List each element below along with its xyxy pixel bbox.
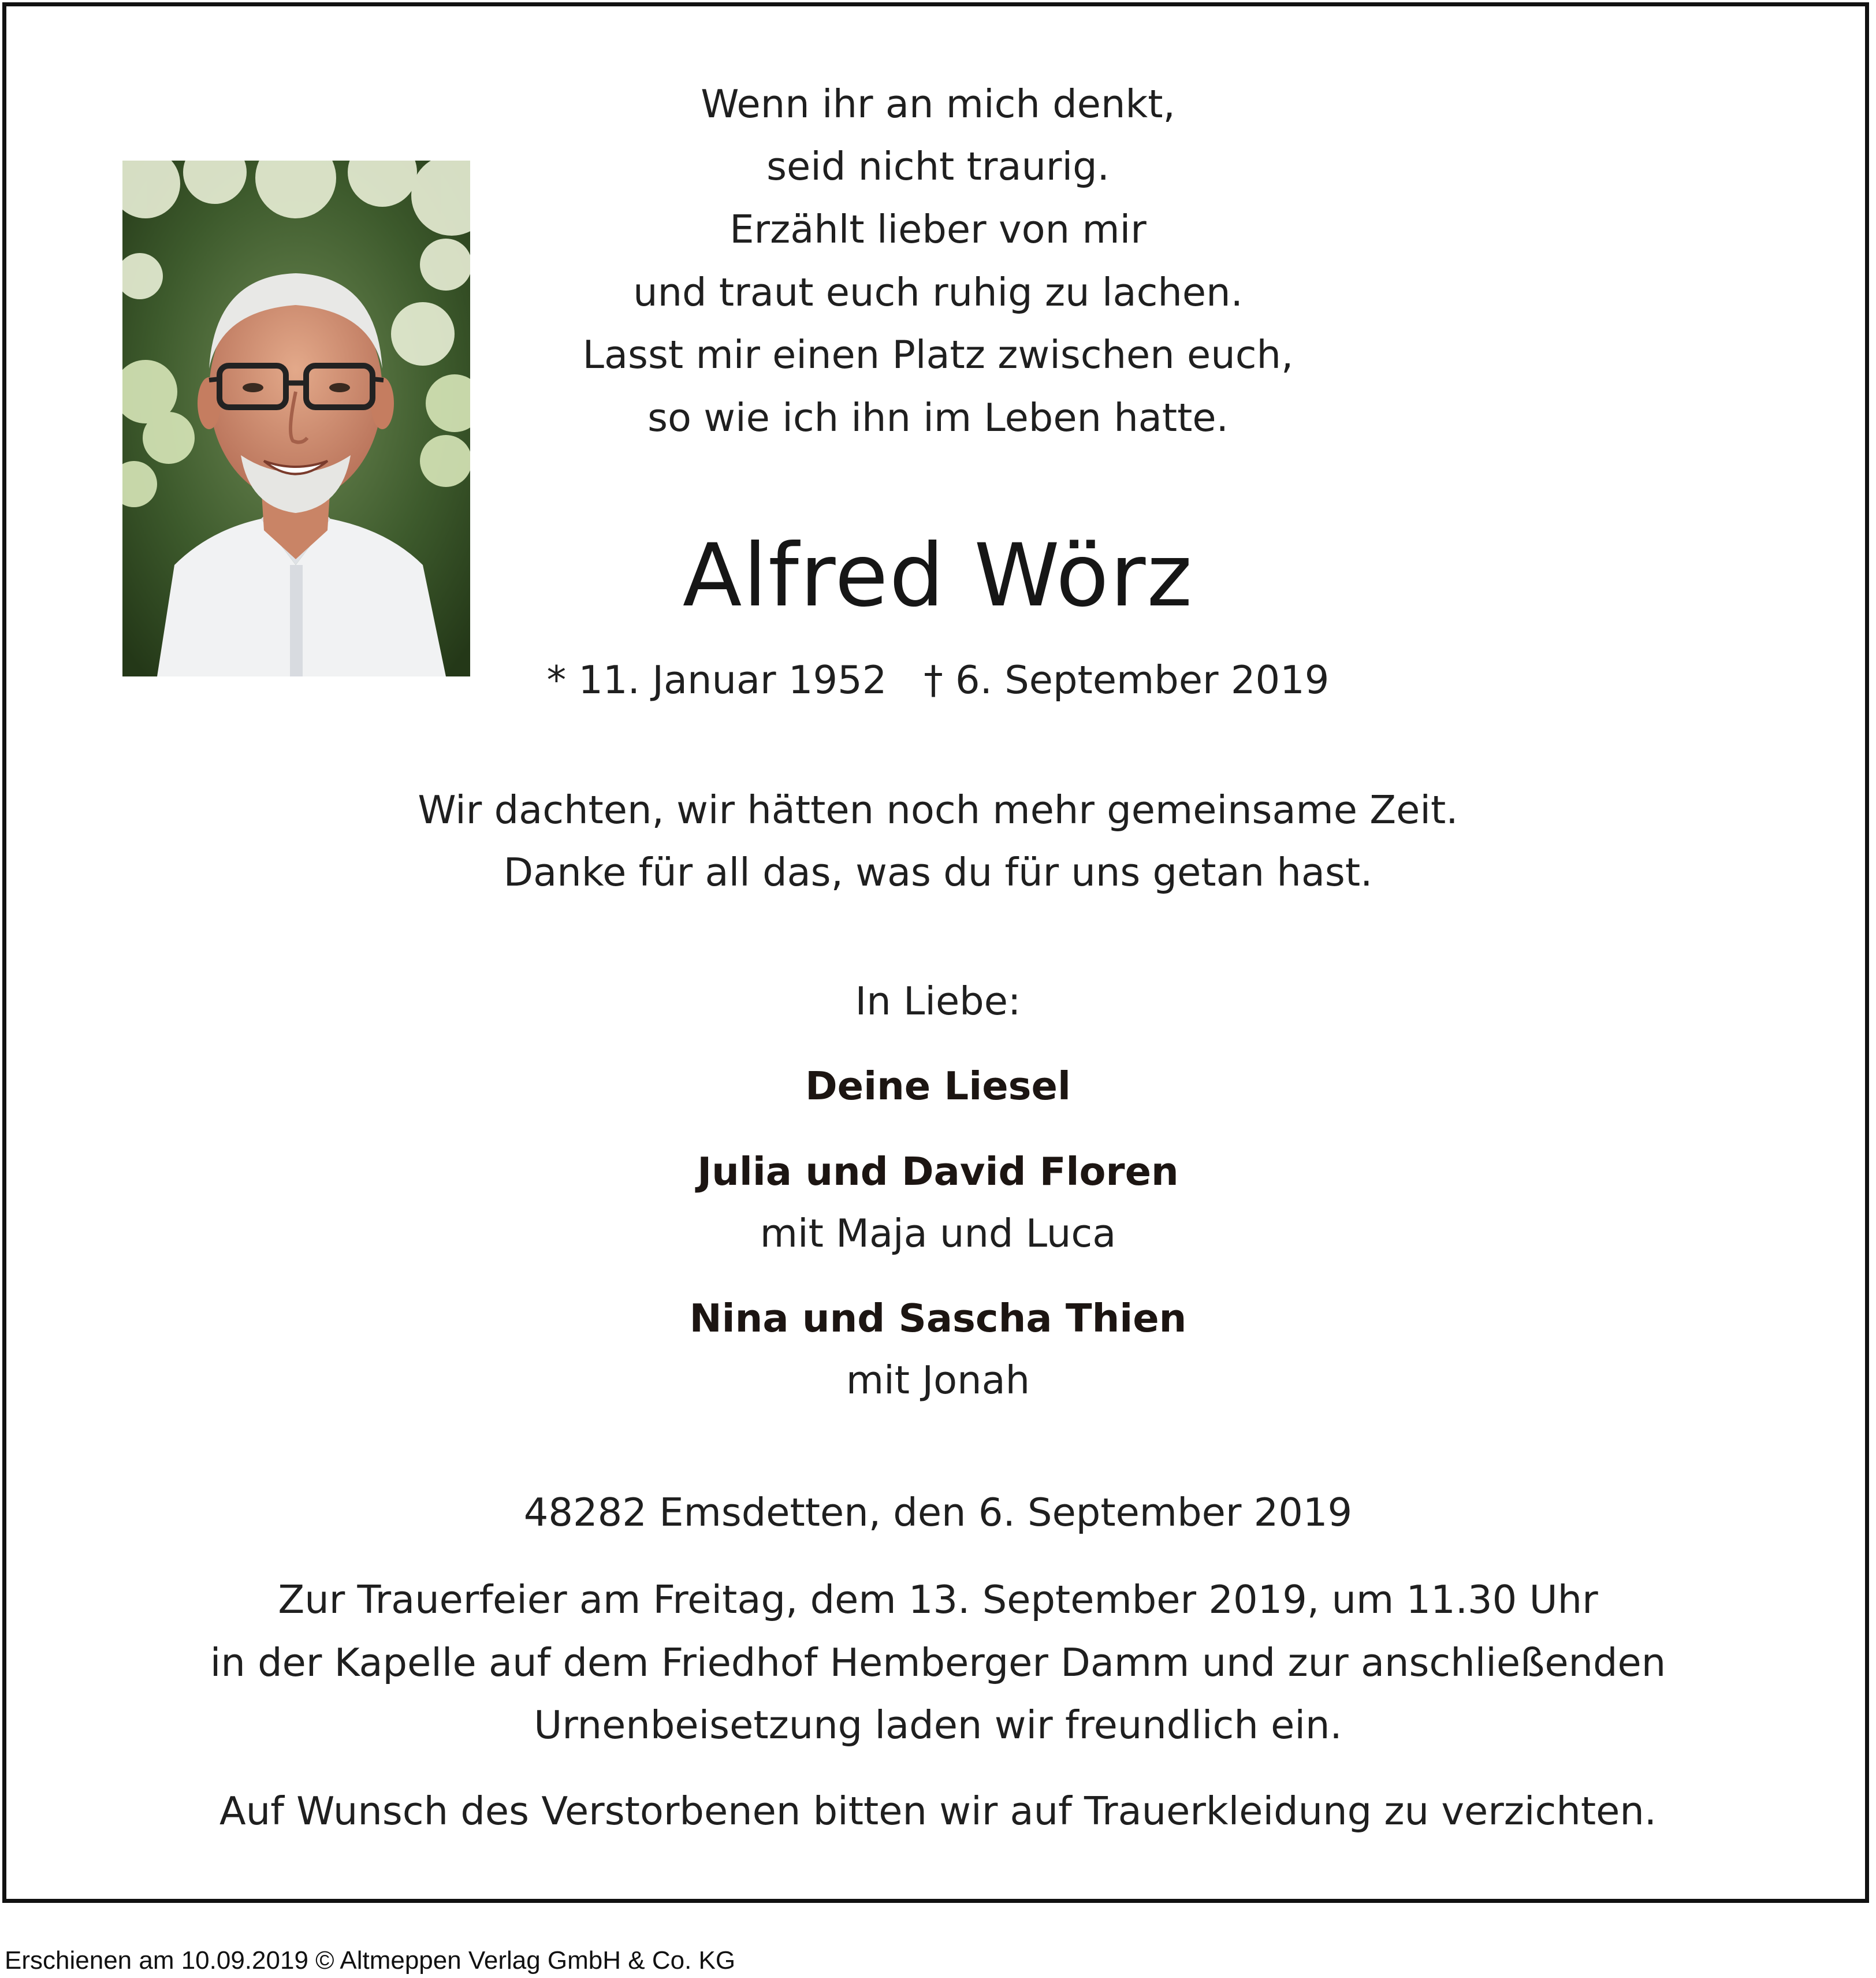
mourner-family: Nina und Sascha Thien xyxy=(689,1296,1187,1341)
service-line: Zur Trauerfeier am Freitag, dem 13. September 2019, um 11.30 Uhr xyxy=(278,1577,1598,1622)
poem-line: Erzählt lieber von mir xyxy=(729,207,1147,252)
deceased-name: Alfred Wörz xyxy=(682,526,1194,626)
poem-line: seid nicht traurig. xyxy=(766,144,1110,189)
mourners-intro: In Liebe: xyxy=(855,979,1021,1024)
poem-line: Wenn ihr an mich denkt, xyxy=(701,81,1175,127)
life-dates: * 11. Januar 1952 † 6. September 2019 xyxy=(546,657,1330,702)
poem-line: so wie ich ihn im Leben hatte. xyxy=(647,395,1229,440)
poem-line: und traut euch ruhig zu lachen. xyxy=(633,270,1243,315)
mourner-spouse: Deine Liesel xyxy=(805,1064,1071,1109)
place-date: 48282 Emsdetten, den 6. September 2019 xyxy=(523,1490,1353,1535)
service-line: in der Kapelle auf dem Friedhof Hemberger Damm und zur anschließenden xyxy=(210,1640,1666,1685)
poem-line: Lasst mir einen Platz zwischen euch, xyxy=(582,332,1294,377)
service-line: Urnenbeisetzung laden wir freundlich ein. xyxy=(534,1702,1342,1748)
dress-request: Auf Wunsch des Verstorbenen bitten wir auf Trauerkleidung zu verzichten. xyxy=(219,1789,1657,1834)
message-line: Danke für all das, was du für uns getan hast. xyxy=(503,850,1373,895)
mourner-children: mit Maja und Luca xyxy=(760,1211,1116,1256)
publication-footer: Erschienen am 10.09.2019 © Altmeppen Verlag GmbH & Co. KG xyxy=(5,1946,736,1975)
mourner-children: mit Jonah xyxy=(846,1358,1030,1403)
message-line: Wir dachten, wir hätten noch mehr gemeinsame Zeit. xyxy=(418,787,1458,832)
mourner-family: Julia und David Floren xyxy=(697,1149,1179,1194)
